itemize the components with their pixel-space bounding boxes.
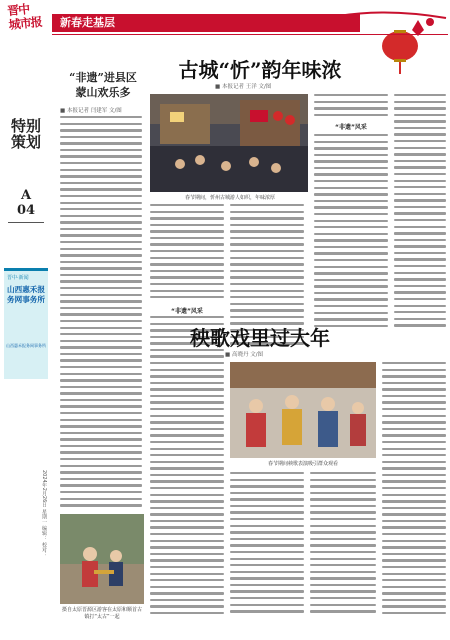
article1-col4-text bbox=[394, 94, 446, 331]
article1-photo bbox=[150, 94, 308, 192]
article1-col3-text bbox=[314, 94, 388, 120]
article1-col3-text-2 bbox=[314, 134, 388, 331]
section-banner: 新春走基层 bbox=[52, 14, 360, 32]
article1-subhead-1: “非遗”风采 bbox=[171, 308, 203, 315]
publication-info: 2024年2月26日 星期一 编辑： 校对： bbox=[41, 470, 47, 558]
ad-subtitle: 山西惠禾报务网事务所 bbox=[6, 343, 46, 348]
topic-photo-caption: 摄自太原晋源区游客在太原和顺首古镇打“太古”一起 bbox=[61, 607, 142, 620]
article2-photo-caption: 春节期间秧歌表演吸引群众观看 bbox=[267, 461, 338, 467]
topic-photo bbox=[60, 514, 144, 604]
article2-col3-text bbox=[310, 472, 376, 617]
article1-headline: 古城“忻”韵年味浓 bbox=[178, 58, 342, 82]
masthead-rule bbox=[52, 34, 448, 35]
article2-col4-text bbox=[382, 362, 446, 619]
left-rule bbox=[8, 222, 44, 223]
article2-col1-text bbox=[150, 362, 224, 619]
ad-logo: 晋中·新闻 bbox=[7, 275, 29, 281]
page-number: A 04 bbox=[16, 188, 36, 218]
newspaper-logo: 晋中 城市报 bbox=[6, 1, 43, 33]
article1-col1-text bbox=[150, 204, 224, 303]
special-feature-label: 特别策划 bbox=[10, 117, 41, 151]
side-advertisement bbox=[4, 268, 48, 379]
article2-photo bbox=[230, 362, 376, 458]
article1-byline: ■ 本报记者 王洋 文/图 bbox=[215, 84, 272, 90]
topic-byline: ■ 本报记者 闫建军 文/图 bbox=[60, 108, 122, 114]
article1-photo-caption: 春节期间，忻州古城游人如织，年味浓厚 bbox=[184, 195, 275, 201]
article2-col2-text bbox=[230, 472, 304, 617]
article2-byline: ■ 高晓丹 文/图 bbox=[225, 352, 264, 358]
topic-body-text bbox=[60, 116, 142, 511]
ad-title: 山西惠禾报务网事务所 bbox=[7, 285, 45, 304]
article2-headline: 秧歌戏里过大年 bbox=[190, 326, 330, 350]
article1-subhead-2: “非遗”风采 bbox=[335, 124, 367, 131]
topic-title: “非遗”进县区 蒙山欢乐多 bbox=[69, 71, 137, 99]
